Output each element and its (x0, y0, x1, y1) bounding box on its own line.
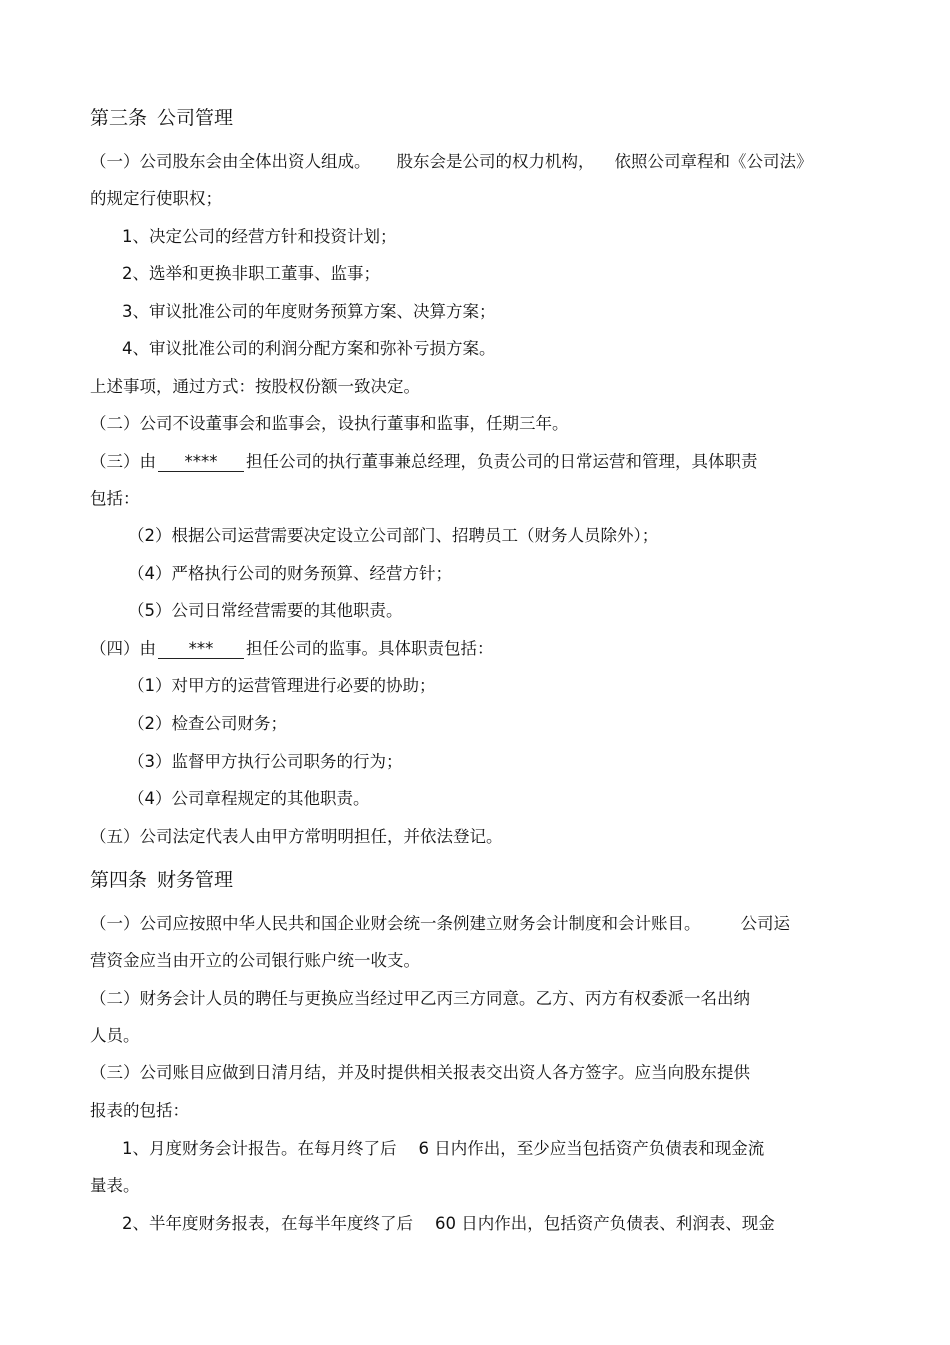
section3-paragraph-3 (90, 451, 758, 473)
list-item: 2、选举和更换非职工董事、监事； (122, 264, 380, 283)
section4-number: 第四条 (90, 869, 148, 891)
section3-number: 第三条 (90, 107, 148, 129)
paragraph-text: 公司运 (740, 914, 790, 933)
voting-rule: 上述事项，通过方式：按股权份额一致决定。 (90, 377, 420, 396)
section4-paragraph-2: （二）财务会计人员的聘任与更换应当经过甲乙丙三方同意。乙方、丙方有权委派一名出纳 (90, 989, 750, 1008)
paragraph-text: （三）由 (90, 452, 156, 471)
section3-paragraph-2: （二）公司不设董事会和监事会，设执行董事和监事，任期三年。 (90, 414, 569, 433)
list-item (122, 1213, 775, 1235)
section4-paragraph-1-cont: 营资金应当由开立的公司银行账户统一收支。 (90, 951, 420, 970)
paragraph-text: 1、月度财务会计报告。在每月终了后 (122, 1139, 397, 1158)
section3-paragraph-3-cont: 包括： (90, 489, 140, 508)
list-item: （5）公司日常经营需要的其他职责。 (128, 601, 403, 620)
section4-heading (90, 867, 233, 893)
section3-title: 公司管理 (157, 107, 234, 129)
paragraph-text: 担任公司的监事。具体职责包括： (246, 639, 494, 658)
section3-paragraph-4 (90, 638, 494, 660)
section4-paragraph-3-cont: 报表的包括： (90, 1101, 189, 1120)
section4-paragraph-2-cont: 人员。 (90, 1026, 140, 1045)
section4-paragraph-3: （三）公司账目应做到日清月结，并及时提供相关报表交出资人各方签字。应当向股东提供 (90, 1063, 750, 1082)
executive-director-name-blank: **** (158, 453, 244, 472)
list-item: （3）监督甲方执行公司职务的行为； (128, 752, 403, 771)
list-item (122, 1138, 764, 1160)
section4-title: 财务管理 (157, 869, 234, 891)
paragraph-text: 60 日内作出，包括资产负债表、利润表、现金 (435, 1214, 775, 1233)
list-item: （2）根据公司运营需要决定设立公司部门、招聘员工（财务人员除外）； (128, 526, 659, 545)
paragraph-text: 股东会是公司的权力机构， (396, 152, 595, 171)
supervisor-name-blank: *** (158, 640, 244, 659)
list-item: （2）检查公司财务； (128, 714, 287, 733)
list-item: 4、审议批准公司的利润分配方案和弥补亏损方案。 (122, 339, 496, 358)
paragraph-text: 依照公司章程和《公司法》 (614, 152, 813, 171)
paragraph-text: 6 日内作出，至少应当包括资产负债表和现金流 (418, 1139, 765, 1158)
paragraph-text: 担任公司的执行董事兼总经理，负责公司的日常运营和管理，具体职责 (246, 452, 758, 471)
list-item: 3、审议批准公司的年度财务预算方案、决算方案； (122, 302, 496, 321)
list-item: （1）对甲方的运营管理进行必要的协助； (128, 676, 436, 695)
paragraph-text: （四）由 (90, 639, 156, 658)
section3-heading (90, 105, 233, 131)
section4-paragraph-1 (90, 913, 790, 935)
section3-paragraph-1-cont: 的规定行使职权； (90, 189, 222, 208)
list-item: 1、决定公司的经营方针和投资计划； (122, 227, 397, 246)
list-item: （4）严格执行公司的财务预算、经营方针； (128, 564, 452, 583)
list-item-cont: 量表。 (90, 1176, 140, 1195)
section3-paragraph-5: （五）公司法定代表人由甲方常明明担任，并依法登记。 (90, 827, 503, 846)
paragraph-text: （一）公司股东会由全体出资人组成。 (90, 152, 371, 171)
section3-paragraph-1 (90, 151, 813, 173)
list-item: （4）公司章程规定的其他职责。 (128, 789, 370, 808)
paragraph-text: 2、半年度财务报表，在每半年度终了后 (122, 1214, 413, 1233)
paragraph-text: （一）公司应按照中华人民共和国企业财会统一条例建立财务会计制度和会计账目。 (90, 914, 701, 933)
